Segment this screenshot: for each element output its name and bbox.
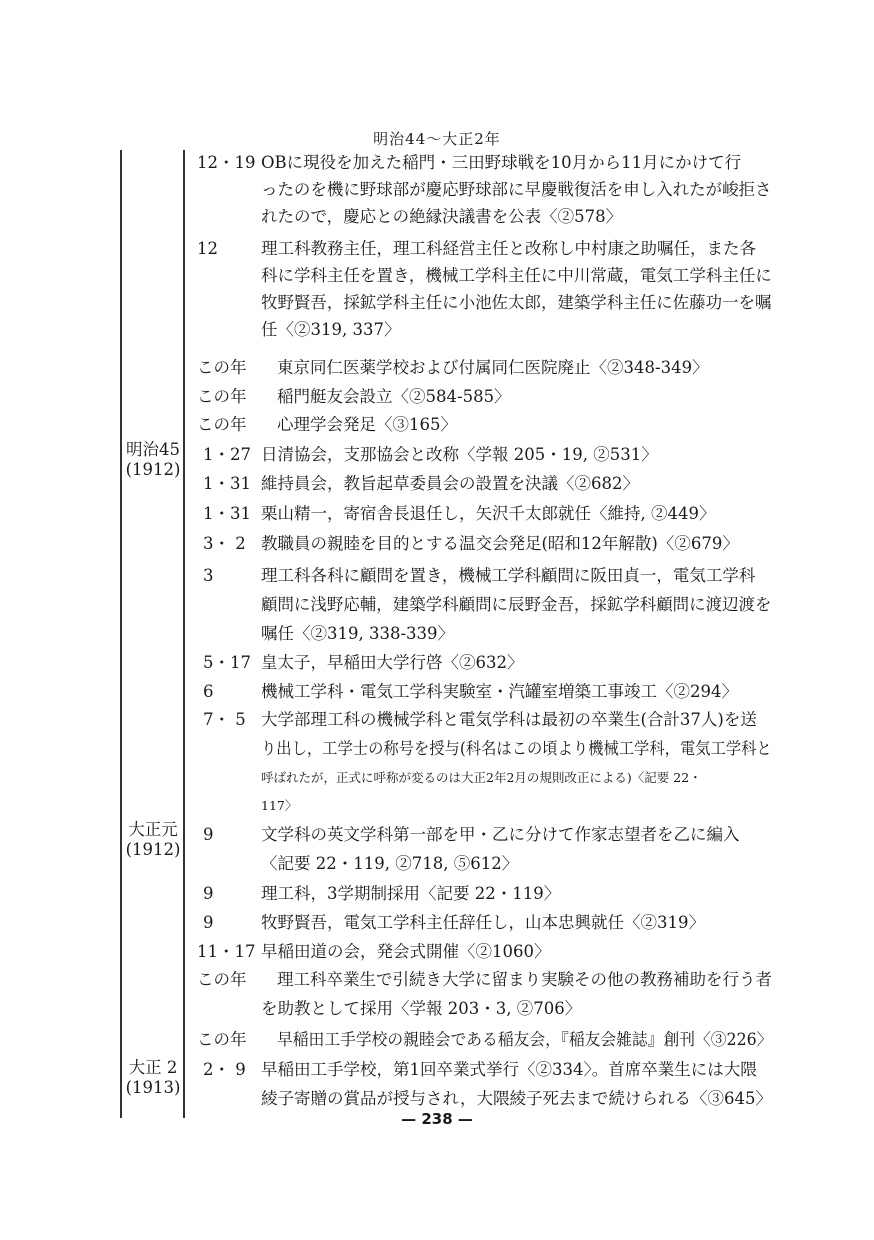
entry-text: 心理学会発足〈③165〉 (277, 415, 457, 434)
entry-text: 機械工学科・電気工学科実験室・汽罐室増築工事竣工〈②294〉 (261, 682, 738, 701)
entry-date: 9 (203, 825, 214, 844)
entry-text: 牧野賢吾，電気工学科主任辞任し，山本忠興就任〈②319〉 (261, 913, 705, 932)
entry-text: 117〉 (261, 798, 298, 813)
entry-text: 科に学科主任を置き，機械工学科主任に中川常蔵，電気工学科主任に (261, 266, 772, 285)
entry-date: 12 (197, 239, 218, 258)
entry-text: 〈記要 22・119, ②718, ⑤612〉 (261, 854, 519, 873)
entry-date: 5・17 (203, 653, 251, 672)
entry-text: 理工科各科に顧問を置き，機械工学科顧問に阪田貞一，電気工学科 (261, 566, 756, 585)
entry-text: 呼ばれたが，正式に呼称が変るのは大正2年2月の規則改正による)〈記要 22・ (261, 770, 702, 785)
entry-date: この年 (197, 1030, 247, 1049)
entry-date: 3 (203, 566, 214, 585)
entry-text: 教職員の親睦を目的とする温交会発足(昭和12年解散)〈②679〉 (261, 534, 739, 553)
entry-date: 1・31 (203, 504, 251, 523)
entry-text: 任〈②319, 337〉 (261, 320, 401, 339)
year-label-taisho2 (118, 1058, 188, 1098)
entry-text: 理工科，3学期制採用〈記要 22・119〉 (261, 884, 561, 903)
page-number: — 238 — (401, 1110, 473, 1128)
year-western: (1912) (125, 840, 181, 859)
entry-text: 東京同仁医薬学校および付属同仁医院廃止〈②348-349〉 (277, 358, 709, 377)
entry-text: 牧野賢吾，採鉱学科主任に小池佐太郎，建築学科主任に佐藤功一を嘱 (261, 293, 772, 312)
entry-date: 9 (203, 884, 214, 903)
right-column-rule (183, 150, 185, 1118)
entry-date: 6 (203, 682, 214, 701)
year-era: 大正 2 (128, 1058, 178, 1077)
entry-text: ったのを機に野球部が慶応野球部に早慶戦復活を申し入れたが峻拒さ (261, 180, 772, 199)
left-column-rule (120, 150, 122, 1118)
entry-text: 稲門艇友会設立〈②584-585〉 (277, 387, 511, 406)
running-header: 明治44～大正2年 (373, 130, 501, 148)
entry-date: 9 (203, 913, 214, 932)
entry-date: 12・19 (197, 153, 256, 172)
year-label-meiji45 (118, 440, 188, 480)
entry-date: 2・ 9 (203, 1060, 246, 1079)
entry-text: 理工科卒業生で引続き大学に留まり実験その他の教務補助を行う者 (277, 970, 772, 989)
entry-date: 1・31 (203, 474, 251, 493)
year-era: 大正元 (128, 820, 178, 839)
entry-date: この年 (197, 358, 247, 377)
entry-date: この年 (197, 970, 247, 989)
entry-text: 早稲田道の会，発会式開催〈②1060〉 (261, 942, 551, 961)
entry-date: 7・ 5 (203, 710, 246, 729)
year-era: 明治45 (126, 440, 180, 459)
year-label-taisho-gan (118, 820, 188, 860)
entry-text: 日清協会，支那協会と改称〈学報 205・19, ②531〉 (261, 445, 658, 464)
year-western: (1912) (125, 460, 181, 479)
entry-text: り出し，工学士の称号を授与(科名はこの頃より機械工学科，電気工学科と (261, 739, 772, 758)
entry-text: 皇太子，早稲田大学行啓〈②632〉 (261, 653, 524, 672)
entry-text: 早稲田工手学校，第1回卒業式挙行〈②334〉。首席卒業生には大隈 (261, 1060, 757, 1079)
entry-text: を助教として採用〈学報 203・3, ②706〉 (261, 999, 582, 1018)
entry-text: 栗山精一，寄宿舎長退任し，矢沢千太郎就任〈維持, ②449〉 (261, 504, 716, 523)
entry-date: この年 (197, 387, 247, 406)
entry-text: 大学部理工科の機械学科と電気学科は最初の卒業生(合計37人)を送 (261, 710, 757, 729)
entry-date: 11・17 (197, 942, 256, 961)
entry-date: 1・27 (203, 445, 251, 464)
entry-text: 理工科教務主任，理工科経営主任と改称し中村康之助嘱任，また各 (261, 239, 756, 258)
entry-text: 維持員会，教旨起草委員会の設置を決議〈②682〉 (261, 474, 639, 493)
entry-date: この年 (197, 415, 247, 434)
entry-text: 早稲田工手学校の親睦会である稲友会，『稲友会雑誌』創刊〈③226〉 (277, 1030, 773, 1049)
entry-text: OBに現役を加えた稲門・三田野球戦を10月から11月にかけて行 (261, 153, 742, 172)
entry-text: 嘱任〈②319, 338-339〉 (261, 624, 455, 643)
entry-date: 3・ 2 (203, 534, 246, 553)
year-western: (1913) (125, 1078, 181, 1097)
entry-text: 綾子寄贈の賞品が授与され，大隈綾子死去まで続けられる〈③645〉 (261, 1089, 772, 1108)
entry-text: れたので，慶応との絶縁決議書を公表〈②578〉 (261, 207, 623, 226)
entry-text: 顧問に浅野応輔，建築学科顧問に辰野金吾，採鉱学科顧問に渡辺渡を (261, 595, 772, 614)
entry-text: 文学科の英文学科第一部を甲・乙に分けて作家志望者を乙に編入 (261, 825, 740, 844)
